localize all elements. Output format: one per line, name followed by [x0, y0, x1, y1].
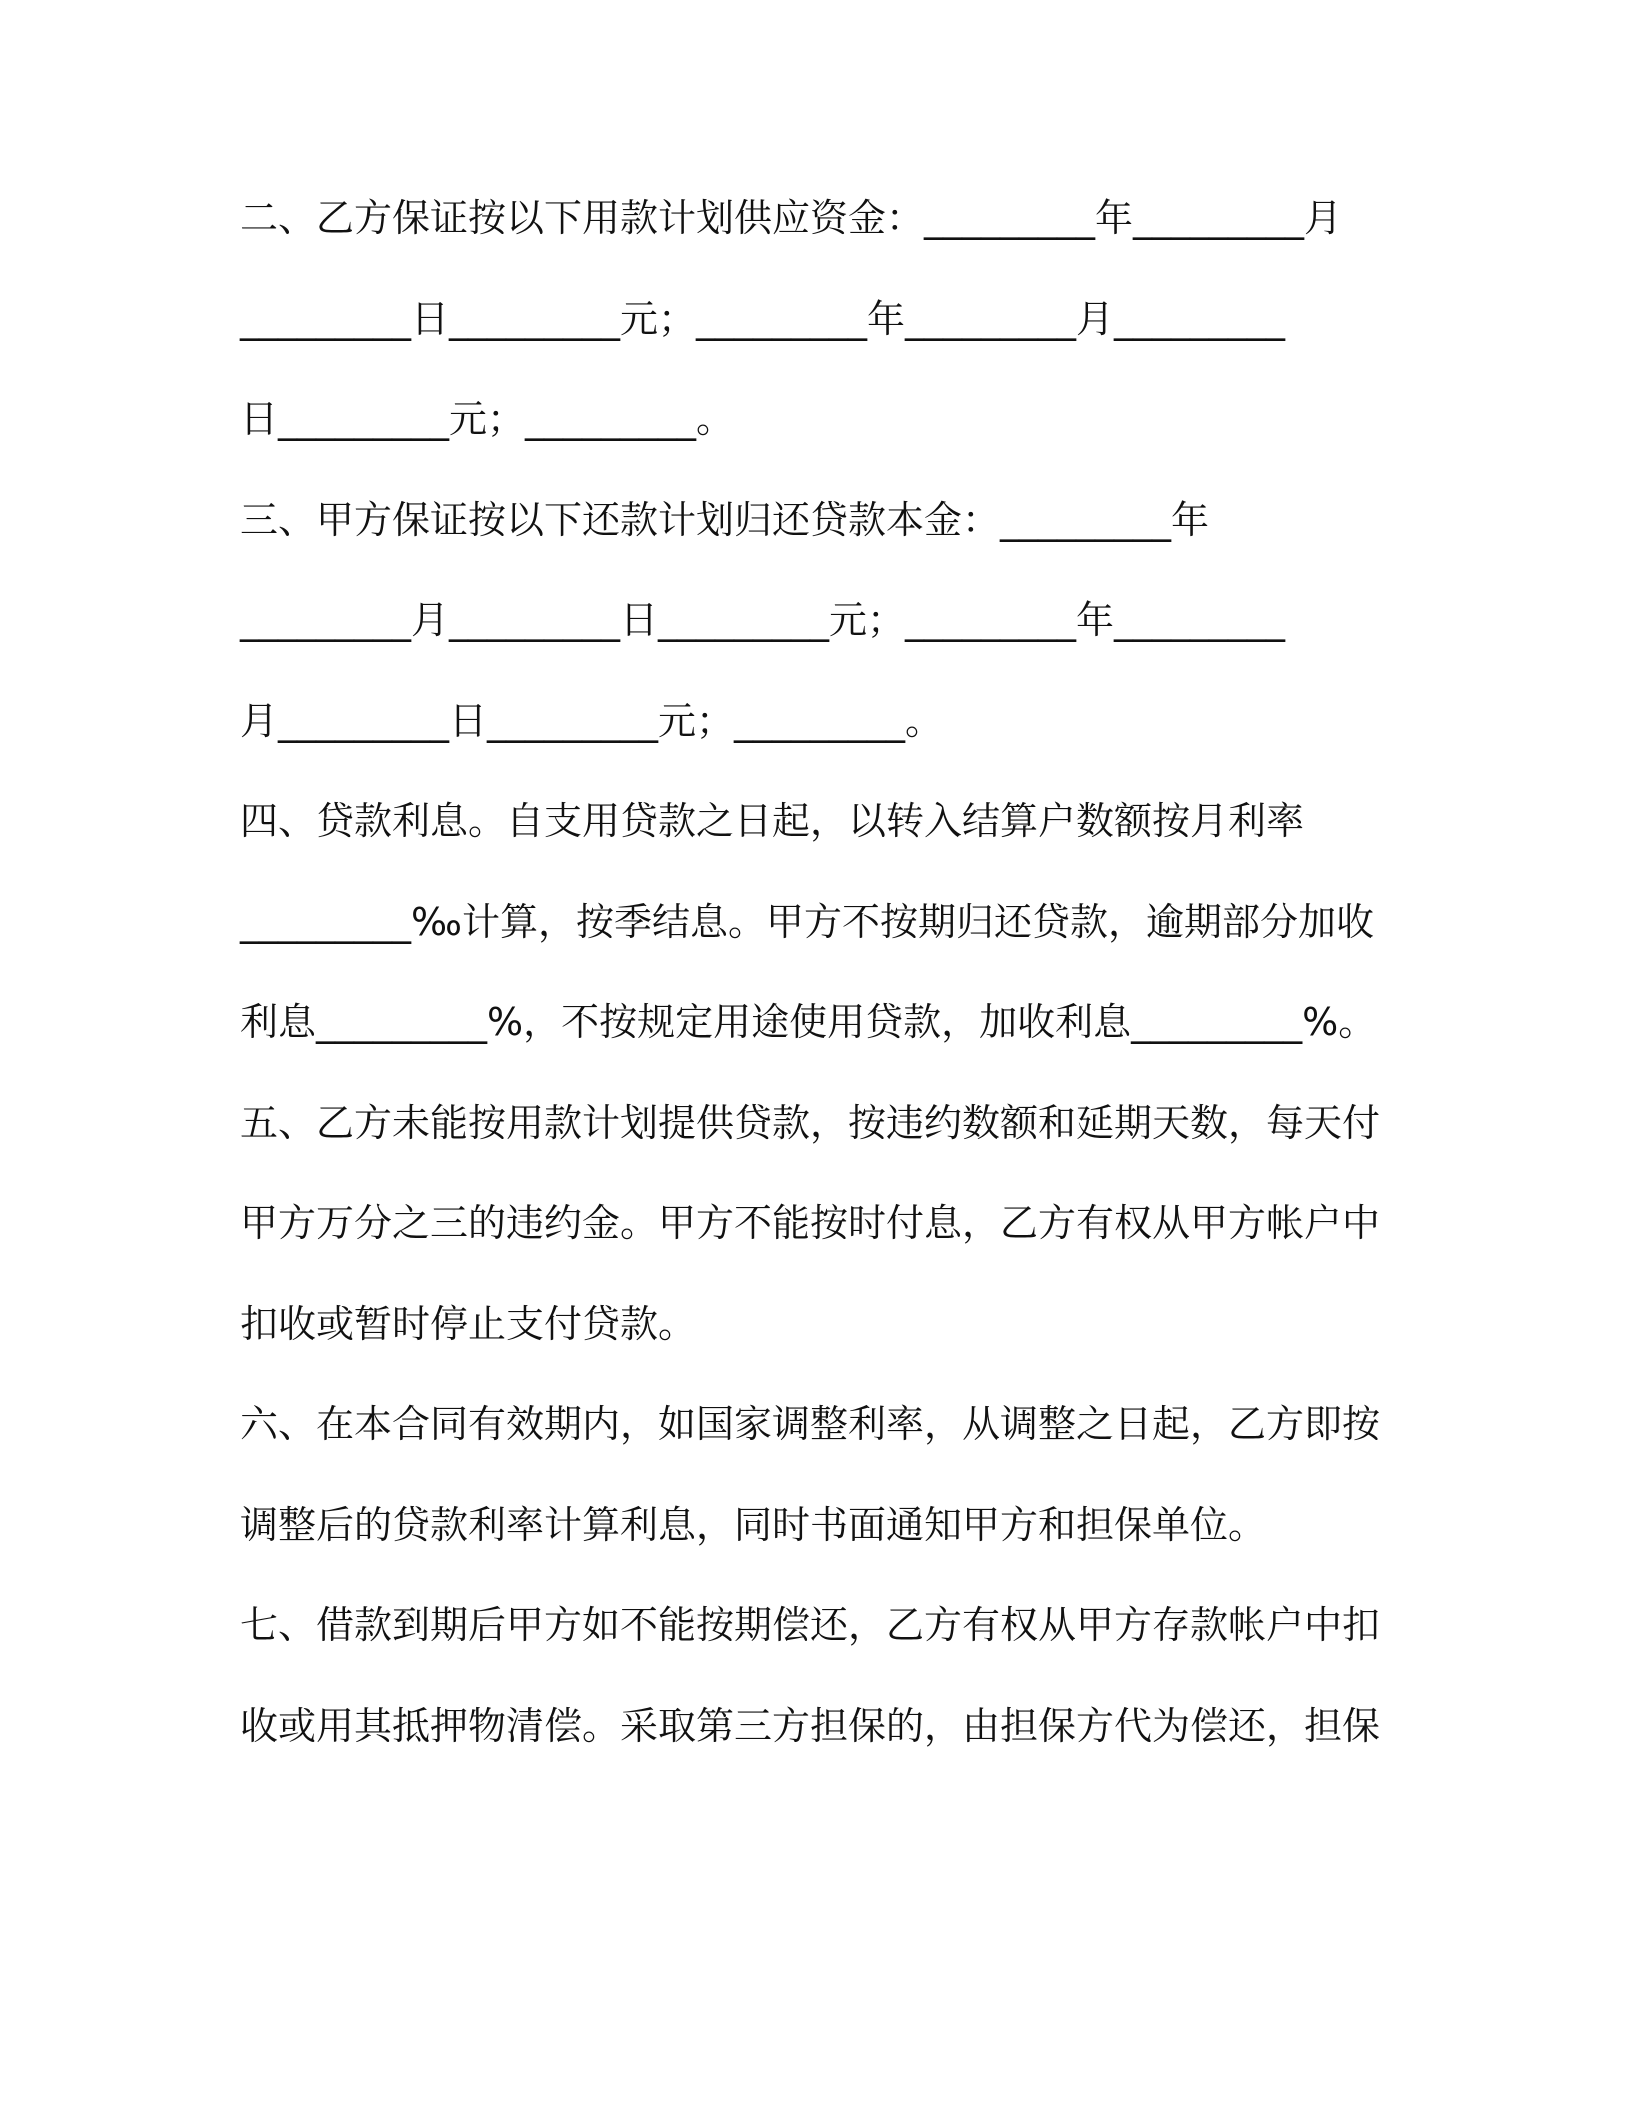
text-line-14: 调整后的贷款利率计算利息，同时书面通知甲方和担保单位。 [240, 1502, 1267, 1547]
text-line-13: 六、在本合同有效期内，如国家调整利率，从调整之日起，乙方即按 [240, 1402, 1381, 1446]
text-line-2: _________日_________元；_________年_________月_________ [240, 296, 1286, 341]
text-line-7: 四、贷款利息。自支用贷款之日起，以转入结算户数额按月利率 [240, 799, 1305, 843]
text-line-4: 三、甲方保证按以下还款计划归还贷款本金：_________年 [240, 497, 1210, 542]
text-line-15: 七、借款到期后甲方如不能按期偿还，乙方有权从甲方存款帐户中扣 [240, 1603, 1381, 1647]
text-line-1: 二、乙方保证按以下用款计划供应资金：_________年_________月 [240, 196, 1343, 240]
text-line-12: 扣收或暂时停止支付贷款。 [240, 1301, 697, 1346]
text-line-3: 日_________元；_________。 [240, 397, 735, 441]
text-line-11: 甲方万分之三的违约金。甲方不能按时付息，乙方有权从甲方帐户中 [240, 1201, 1381, 1245]
text-line-10: 五、乙方未能按用款计划提供贷款，按违约数额和延期天数，每天付 [240, 1100, 1381, 1145]
text-line-9: 利息_________%，不按规定用途使用贷款，加收利息_________%。 [240, 1000, 1377, 1044]
contract-body [240, 178, 1420, 1786]
text-line-8: _________‰计算，按季结息。甲方不按期归还贷款，逾期部分加收 [240, 899, 1374, 944]
text-line-5: _________月_________日_________元；_________年_________ [240, 598, 1286, 642]
text-line-16: 收或用其抵押物清偿。采取第三方担保的，由担保方代为偿还，担保 [240, 1703, 1381, 1748]
text-line-6: 月_________日_________元；_________。 [240, 698, 944, 743]
